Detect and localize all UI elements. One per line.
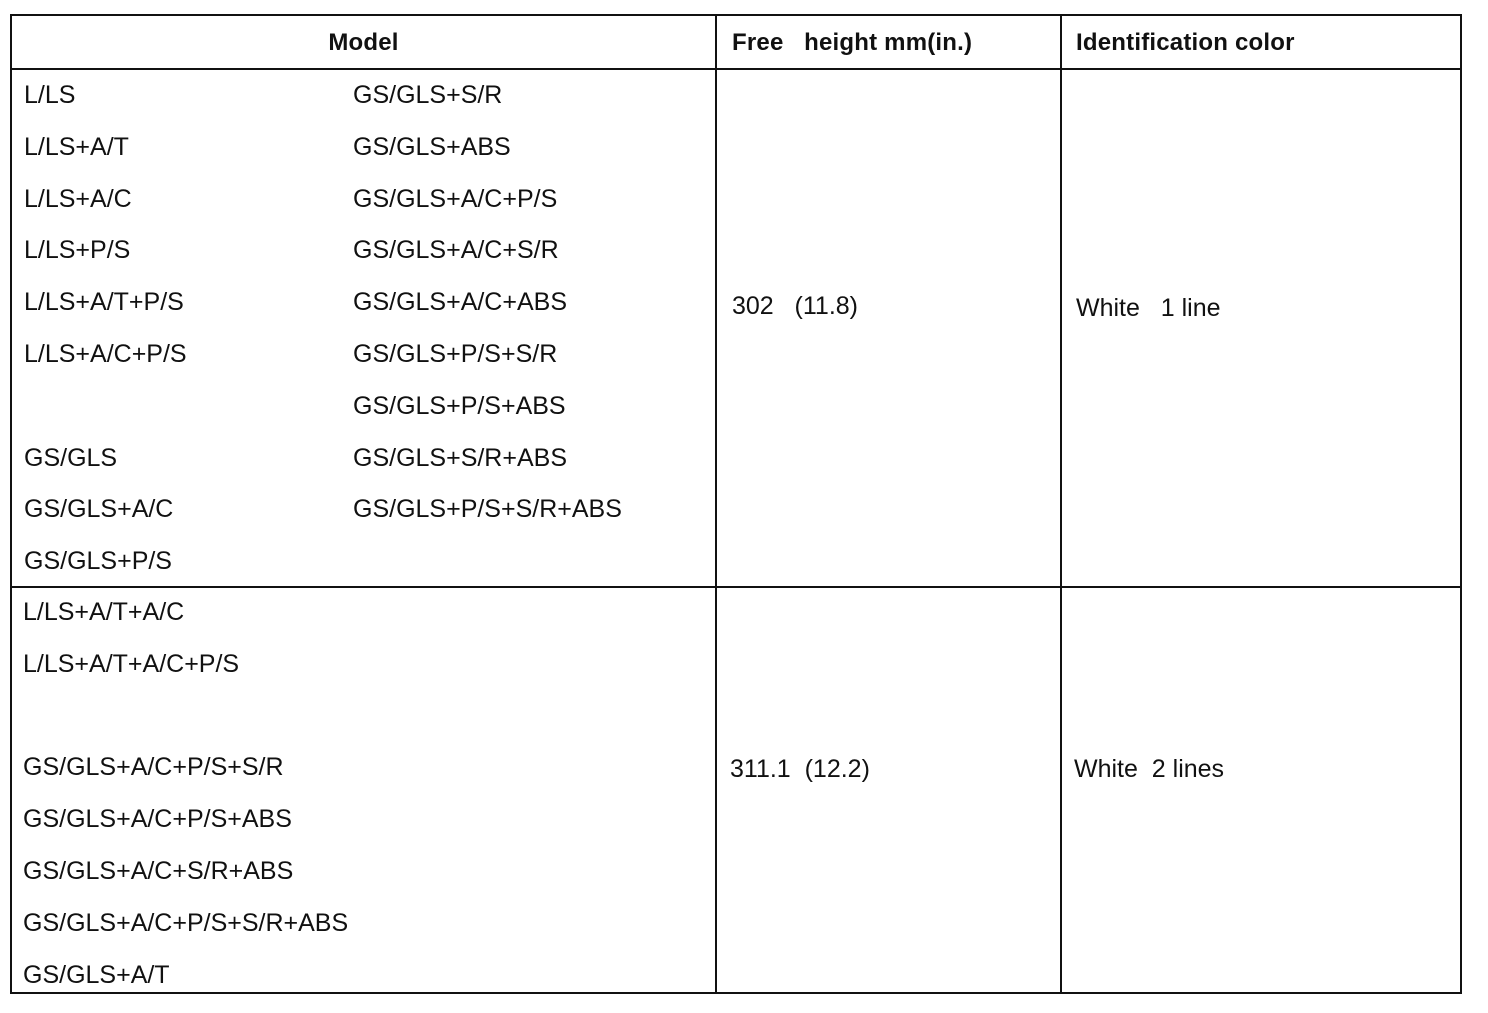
header-identification-color [1076,16,1456,70]
model-item: L/LS+A/T+A/C+P/S [23,649,240,678]
model-item: GS/GLS+S/R+ABS [353,443,567,472]
model-item: GS/GLS+A/C+P/S+S/R [23,753,284,782]
model-item: GS/GLS+P/S [24,547,172,576]
model-item: GS/GLS+ABS [353,132,511,161]
model-item: GS/GLS+A/C+S/R+ABS [23,856,294,885]
row1-free-height: 302 (11.8) [732,292,859,320]
header-free-height [732,16,1062,70]
model-item: L/LS [24,81,76,109]
model-item [24,393,187,445]
header-identification-label: Identification color [1076,29,1295,56]
model-item: L/LS+A/C+P/S [24,339,187,368]
model-item: GS/GLS+A/C+P/S+S/R+ABS [23,908,349,937]
model-item: GS/GLS+A/C+P/S [353,184,558,213]
row1-models-col2 [353,82,622,548]
model-item: L/LS+P/S [24,236,131,265]
model-item: L/LS+A/C [24,184,132,213]
header-model [12,16,715,70]
row1-identification-color: White 1 line [1076,294,1221,322]
model-item: GS/GLS+A/C+S/R [353,236,559,265]
model-item [23,703,348,755]
column-divider [1060,16,1062,992]
model-item: GS/GLS+A/C [24,495,174,524]
model-item: L/LS+A/T [24,132,129,161]
column-divider [715,16,717,992]
model-item: GS/GLS [24,443,118,472]
model-item: GS/GLS+A/C+P/S+ABS [23,805,292,834]
model-item: GS/GLS+S/R [353,81,503,109]
model-item: GS/GLS+P/S+S/R [353,339,558,368]
row2-identification-color: White 2 lines [1074,755,1225,783]
model-item: GS/GLS+P/S+ABS [353,391,566,420]
model-item: GS/GLS+A/C+ABS [353,288,567,317]
model-item: L/LS+A/T+A/C [23,598,185,626]
model-item: GS/GLS+P/S+S/R+ABS [353,495,622,524]
model-item: L/LS+A/T+P/S [24,288,184,317]
header-model-label: Model [328,29,399,56]
spring-spec-table [10,14,1462,994]
model-item: GS/GLS+A/T [23,960,170,989]
row2-models [23,599,348,1013]
header-free-height-label: Free height mm(in.) [732,29,973,56]
row1-models-col1 [24,82,187,600]
row2-free-height: 311.1 (12.2) [730,755,870,783]
row-divider [12,586,1460,588]
